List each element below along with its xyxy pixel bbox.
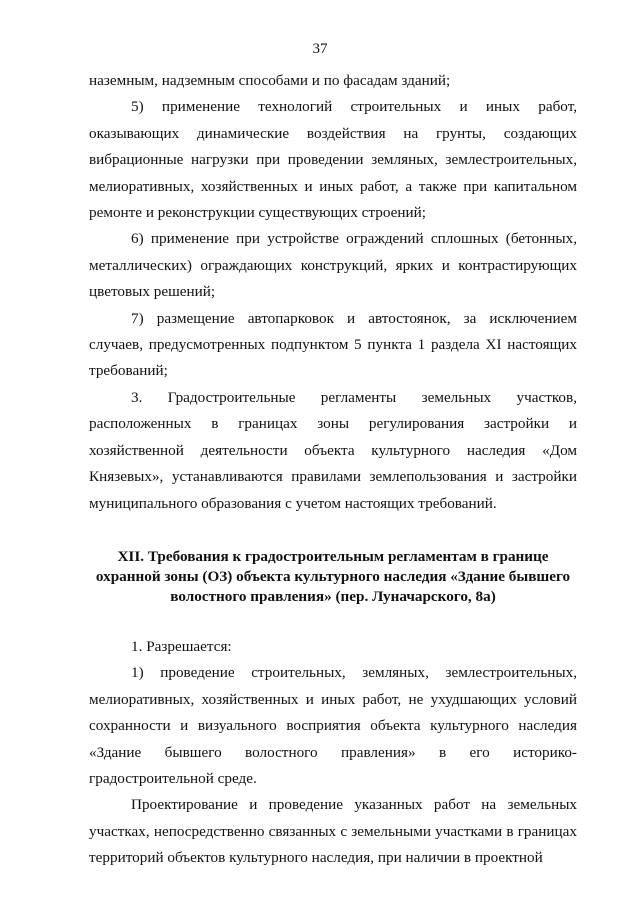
paragraph-item-1: 1) проведение строительных, земляных, землестроительных, мелиоративных, хозяйственных и иных работ, не ухудшающих условий сохранности и визуального восприятия объекта культурного наследия «Здание бывшего волостного правления» в его историко-градостроительной среде. xyxy=(89,664,577,787)
document-body xyxy=(89,68,577,872)
paragraph-item-5: 5) применение технологий строительных и иных работ, оказывающих динамические воздействия на грунты, создающих вибрационные нагрузки при проведении земляных, землестроительных, мелиоративных, хозяйственных и иных работ, а также при капитальном ремонте и реконструкции существующих строений; xyxy=(89,98,577,222)
page-number: 37 xyxy=(312,41,328,57)
section-heading: XII. Требования к градостроительным регламентам в границе охранной зоны (ОЗ) объекта культурного наследия «Здание бывшего волостного правления» (пер. Луначарского, 8а) xyxy=(95,547,571,605)
paragraph-continuation: наземным, надземным способами и по фасадам зданий; xyxy=(89,72,451,89)
paragraph-permitted: 1. Разрешается: xyxy=(131,637,232,655)
paragraph-clause-3: 3. Градостроительные регламенты земельных участков, расположенных в границах зоны регулирования застройки и хозяйственной деятельности объекта культурного наследия «Дом Князевых», устанавливаются правилами землепользования и застройки муниципального образования с учетом настоящих требований. xyxy=(89,388,577,512)
paragraph-item-7: 7) размещение автопарковок и автостоянок, за исключением случаев, предусмотренных подпунктом 5 пункта 1 раздела XI настоящих требований; xyxy=(89,309,577,380)
paragraph-item-6: 6) применение при устройстве ограждений сплошных (бетонных, металлических) ограждающих конструкций, ярких и контрастирующих цветовых решений; xyxy=(89,230,577,301)
paragraph-design: Проектирование и проведение указанных работ на земельных участках, непосредственно связанных с земельными участками в границах территорий объектов культурного наследия, при наличии в проектной xyxy=(89,796,577,867)
